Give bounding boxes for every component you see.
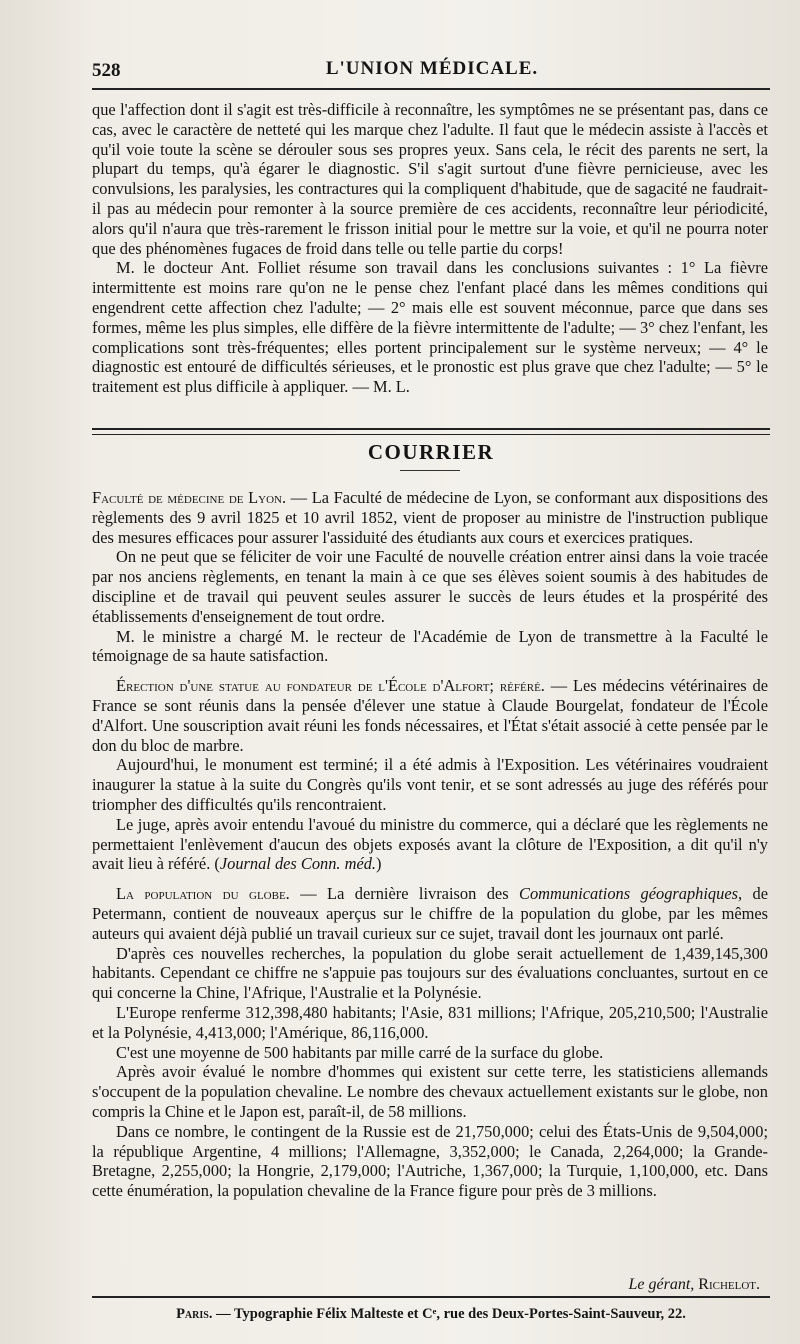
page-number: 528 xyxy=(92,60,121,81)
signature-name: Richelot. xyxy=(698,1276,760,1293)
paragraph: D'après ces nouvelles recherches, la population du globe serait actuellement de 1,439,145,300 habitants. Cependant ce chiffre ne s'appuie pas toujours sur des évaluations concluantes, surtout en ce qui concerne la Chine, l'Afrique, l'Australie et la Polynésie. xyxy=(92,943,768,1003)
item-heading: Faculté de médecine de Lyon. xyxy=(92,488,287,507)
paragraph-conclusions: M. le docteur Ant. Folliet résume son travail dans les conclusions suivantes : 1° La fièvre intermittente est moins rare qu'on ne le pense chez l'enfant placé dans les mêmes conditions qui engendrent cette affection chez l'adulte; — 2° mais elle est souvent méconnue, parce que dans ses formes, même les plus simples, elle diffère de la fièvre intermittente de l'adulte; — 3° chez l'enfant, les complications sont très-fréquentes; elles portent principalement sur le système nerveux; — 4° le diagnostic est entouré de difficultés sérieuses, et le pronostic est plus grave que chez l'adulte; — 5° le traitement est plus difficile à appliquer. — M. L. xyxy=(92,258,768,397)
signature: Le gérant, Richelot. xyxy=(628,1276,760,1293)
source-citation: Communications géographiques xyxy=(519,884,738,904)
source-citation: Journal des Conn. méd. xyxy=(219,854,377,874)
news-item-statue: Érection d'une statue au fondateur de l'École d'Alfort; référé. — Les médecins vétérinaires de France se sont réunis dans la pensée d'élever une statue à Claude Bourgelat, fondateur de l'École d'Alfort. Une souscription avait réuni les fonds nécessaires, et l'État s'était associé à cette pensée par le don du bloc de marbre. xyxy=(92,676,768,755)
article-continuation xyxy=(92,100,768,397)
section-title: COURRIER xyxy=(367,440,495,464)
paragraph-intro: que l'affection dont il s'agit est très-difficile à reconnaître, les symptômes ne se présentant pas, dans ce cas, avec le caractère de netteté qui les marque chez l'adulte. Il faut que le médecin assiste à l'accès et qu'il voie toute la scène se dérouler sous ses propres yeux. Sans cela, le récit des parents ne sert, la plupart du temps, qu'à égarer le diagnostic. S'il s'agit surtout d'une fièvre pernicieuse, avec les convulsions, les paralysies, les contractures qui la compliquent d'habitude, que de sagacité ne faudrait-il pas au médecin pour remonter à la source première de ces accidents, reconnaître leur périodicité, alors qu'il n'aura que très-rarement le frisson initial pour le mettre sur la voie, et qu'il ne pourra noter que des phénomènes fugaces de froid dans telle ou telle partie du corps! xyxy=(92,100,768,258)
paragraph: Le juge, après avoir entendu l'avoué du ministre du commerce, qui a déclaré que les règlements ne permettaient l'enlèvement d'aucun des objets exposés avant la clôture de l'Exposition, a dit qu'il n'y avait lieu à référé. (Journal des Conn. méd.) xyxy=(92,814,768,874)
paragraph: Dans ce nombre, le contingent de la Russie est de 21,750,000; celui des États-Unis de 9,504,000; la république Argentine, 4 millions; l'Allemagne, 3,352,000; le Canada, 2,264,000; la Grande-Bretagne, 2,255,000; la Hongrie, 2,179,000; l'Autriche, 1,367,000; la Turquie, 1,100,000, etc. Dans cette énumération, la population chevaline de la France figure pour près de 3 millions. xyxy=(92,1121,768,1201)
paragraph: L'Europe renferme 312,398,480 habitants; l'Asie, 831 millions; l'Afrique, 205,210,500; l'Australie et la Polynésie, 4,413,000; l'Amérique, 86,116,000. xyxy=(92,1002,768,1042)
journal-title: L'UNION MÉDICALE. xyxy=(325,58,539,79)
section-divider xyxy=(92,428,770,435)
courrier-section xyxy=(92,488,768,1201)
news-item-lyon: Faculté de médecine de Lyon. — La Faculté de médecine de Lyon, se conformant aux dispositions des règlements des 9 avril 1825 et 10 avril 1852, vient de proposer au ministre de l'instruction publique des mesures efficaces pour assurer l'assiduité des étudiants aux cours et exercices pratiques. xyxy=(92,488,768,547)
item-heading: Érection d'une statue au fondateur de l'École d'Alfort; référé. xyxy=(116,676,545,696)
paragraph: M. le ministre a chargé M. le recteur de l'Académie de Lyon de transmettre à la Faculté le témoignage de sa haute satisfaction. xyxy=(92,626,768,666)
paragraph: Aujourd'hui, le monument est terminé; il a été admis à l'Exposition. Les vétérinaires voudraient inaugurer la statue à la suite du Congrès qu'ils vont tenir, et se sont adressés au juge des référés pour triompher des difficultés qu'ils rencontraient. xyxy=(92,755,768,814)
printer-imprint: Paris. — Typographie Félix Malteste et Cᵉ, rue des Deux-Portes-Saint-Sauveur, 22. xyxy=(176,1306,686,1322)
paragraph: C'est une moyenne de 500 habitants par mille carré de la surface du globe. xyxy=(116,1042,604,1062)
paragraph: Après avoir évalué le nombre d'hommes qui existent sur cette terre, les statisticiens allemands s'occupent de la population chevaline. Le nombre des chevaux actuellement existants sur le globe, non compris la Chine et le Japon est, paraît-il, de 58 millions. xyxy=(92,1062,768,1121)
page-header xyxy=(92,56,772,86)
section-title-ornament xyxy=(400,470,460,471)
header-rule xyxy=(92,88,770,90)
footer-rule xyxy=(92,1296,770,1298)
news-item-population: La population du globe. — La dernière livraison des Communications géographiques, de Petermann, contient de nouveaux aperçus sur le chiffre de la population du globe, par les mêmes auteurs qui avaient déjà publié un travail curieux sur ce sujet, travail dont les journaux ont parlé. xyxy=(92,884,768,943)
item-heading: La population du globe. xyxy=(116,884,290,904)
paragraph: On ne peut que se féliciter de voir une Faculté de nouvelle création entrer ainsi dans la voie tracée par nos anciens règlements, en tenant la main à ce que ses élèves soient soumis à des habitudes de discipline et de travail qui peuvent seules assurer le succès de leurs études et la prospérité des établissements d'enseignement de tout ordre. xyxy=(92,547,768,626)
